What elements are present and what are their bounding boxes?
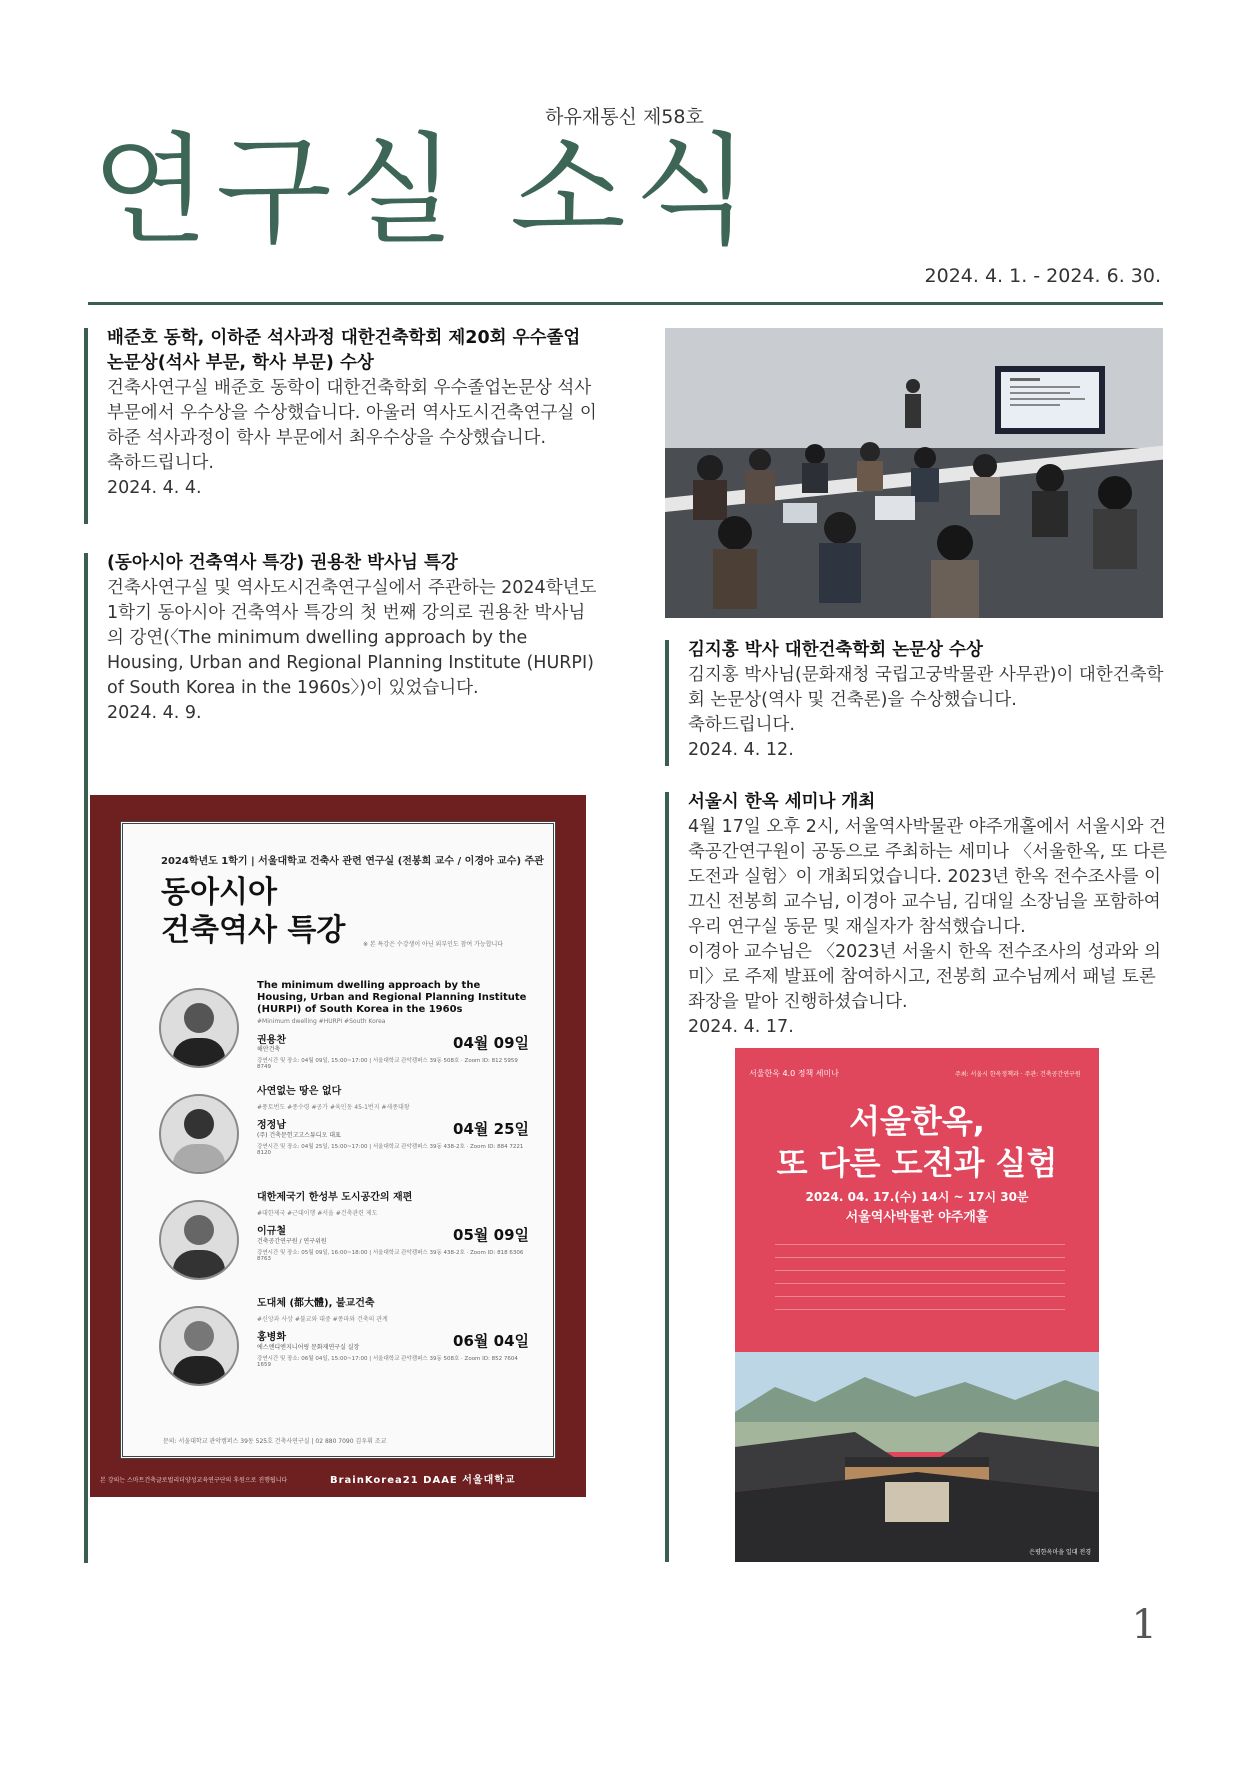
period-label: 2024. 4. 1. - 2024. 6. 30. (924, 265, 1161, 287)
speaker-name: 정정남 (257, 1120, 286, 1131)
poster-contact: 문의: 서울대학교 관악캠퍼스 39동 525호 건축사연구실 | 02 880 7090 김우휘 조교 (163, 1438, 387, 1445)
speaker-topic: The minimum dwelling approach by the Housing, Urban and Regional Planning Institute (HURPI) of South Korea in the 1960s (257, 980, 527, 1015)
article-bar (84, 553, 88, 1563)
poster-footer: 본 강의는 스마트건축글로벌리더양성교육연구단의 후원으로 진행됩니다 (100, 1477, 288, 1484)
article-body: 건축사연구실 배준호 동학이 대한건축학회 우수졸업논문상 석사 부문에서 우수상을 수상했습니다. 아울러 역사도시건축연구실 이하준 석사과정이 학사 부문에서 최우수상을 수상했습니다. (107, 378, 597, 448)
photo-caption: 은평한옥마을 일대 전경 (1029, 1549, 1091, 1556)
seminar-datetime: 2024. 04. 17.(수) 14시 ~ 17시 30분 (805, 1190, 1029, 1204)
article-title: 배준호 동학, 이하준 석사과정 대한건축학회 제20회 우수졸업논문상(석사 부문, 학사 부문) 수상 (107, 328, 581, 373)
lecture-photo (665, 328, 1163, 618)
header-divider (88, 302, 1163, 305)
article-body: 건축사연구실 및 역사도시건축연구실에서 주관하는 2024학년도 1학기 동아시아 건축역사 특강의 첫 번째 강의로 권용찬 박사님의 강연(〈The minimum dwelling approach by the Housing, Urban and Regional Planning Institute (HURPI) of South Korea in the 1960s〉)이 있었습니다. (107, 578, 597, 698)
speaker-date: 04월 09일 (453, 1034, 529, 1052)
speaker-info: 강연시간 및 장소: 04월 25일, 15:00~17:00 | 서울대학교 관악캠퍼스 39동 438-2호 · Zoom ID: 884 7221 8120 (257, 1144, 524, 1156)
lecture-poster (90, 795, 586, 1497)
article-date: 2024. 4. 9. (107, 703, 202, 723)
seminar-title-line: 서울한옥, (849, 1102, 985, 1140)
speaker-tags: #신앙과 사상 #불교와 대중 #종파와 건축의 관계 (257, 1316, 388, 1323)
speaker-name: 홍병화 (257, 1332, 286, 1343)
article-body: 김지홍 박사님(문화재청 국립고궁박물관 사무관)이 대한건축학회 논문상(역사 및 건축론)을 수상했습니다. (688, 665, 1164, 710)
poster-title (161, 874, 345, 950)
speaker-info: 강연시간 및 장소: 04월 09일, 15:00~17:00 | 서울대학교 관악캠퍼스 39동 508호 · Zoom ID: 812 5959 8749 (257, 1058, 518, 1070)
speaker-info: 강연시간 및 장소: 05월 09일, 16:00~18:00 | 서울대학교 관악캠퍼스 39동 438-2호 · Zoom ID: 818 6306 8763 (257, 1250, 524, 1262)
speaker-tags: #대한제국 #근대이행 #서울 #건축관련 제도 (257, 1210, 378, 1217)
article-date: 2024. 4. 4. (107, 478, 202, 498)
speaker-date: 04월 25일 (453, 1120, 529, 1138)
speaker-photo (159, 1306, 239, 1386)
article-bar (84, 328, 88, 524)
speaker-affiliation: 건축공간연구원 / 연구위원 (257, 1238, 327, 1245)
poster-title-line: 건축역사 특강 (161, 913, 346, 948)
article-title: (동아시아 건축역사 특강) 권용찬 박사님 특강 (107, 553, 458, 573)
seminar-title-line: 또 다른 도전과 실험 (776, 1144, 1058, 1182)
seminar-title (735, 1100, 1099, 1184)
article-bar (665, 640, 669, 766)
poster-note: ※ 본 특강은 수강생이 아닌 외부인도 참여 가능합니다 (363, 941, 504, 948)
article-extra: 축하드립니다. (688, 715, 795, 735)
speaker-name: 이규철 (257, 1226, 286, 1237)
hanok-photo (735, 1352, 1099, 1562)
article-extra: 이경아 교수님은 〈2023년 서울시 한옥 전수조사의 성과와 의미〉로 주제 발표에 참여하시고, 전봉희 교수님께서 패널 토론 좌장을 맡아 진행하셨습니다. (688, 942, 1161, 1012)
speaker-info: 강연시간 및 장소: 06월 04일, 15:00~17:00 | 서울대학교 관악캠퍼스 39동 508호 · Zoom ID: 852 7604 1659 (257, 1356, 518, 1368)
speaker-block (159, 1086, 529, 1176)
article-paper-award (688, 638, 1168, 763)
issue-label: 하유재통신 제58호 (545, 106, 704, 128)
article-body: 4월 17일 오후 2시, 서울역사박물관 야주개홀에서 서울시와 건축공간연구원이 공동으로 주최하는 세미나 〈서울한옥, 또 다른 도전과 실험〉이 개최되었습니다. 2023년 한옥 전수조사를 이끄신 전봉희 교수님, 이경아 교수님, 김대일 소장님을 포함하여 우리 연구실 동문 및 재실자가 참석했습니다. (688, 817, 1168, 937)
speaker-tags: #풍토번도 #종수령 #공가 #육인동 45-1번지 #세종대왕 (257, 1104, 410, 1111)
speaker-tags: #Minimum dwelling #HURPI #South Korea (257, 1018, 386, 1025)
speaker-photo (159, 988, 239, 1068)
speaker-date: 06월 04일 (453, 1332, 529, 1350)
poster-logos: BrainKorea21 DAAE 서울대학교 (330, 1475, 516, 1486)
speaker-affiliation: 해안건축 (257, 1046, 281, 1053)
poster-frame (120, 821, 556, 1459)
article-extra: 축하드립니다. (107, 453, 214, 473)
speaker-affiliation: 에스앤디엔지니어링 문화재연구실 실장 (257, 1344, 360, 1351)
page-number: 1 (1131, 1602, 1157, 1648)
article-title: 김지홍 박사 대한건축학회 논문상 수상 (688, 640, 983, 660)
seminar-organizers: 주최: 서울시 한옥정책과 · 주관: 건축공간연구원 (955, 1071, 1081, 1078)
article-bar (665, 792, 669, 1562)
speaker-photo (159, 1200, 239, 1280)
speaker-affiliation: (주) 건축문헌고고스튜디오 대표 (257, 1132, 341, 1139)
article-lecture (107, 551, 597, 726)
speaker-topic: 사연없는 땅은 없다 (257, 1086, 342, 1097)
speaker-block (159, 980, 529, 1070)
article-seminar (688, 790, 1168, 1040)
speaker-topic: 대한제국기 한성부 도시공간의 재편 (257, 1192, 413, 1203)
speaker-name: 권용찬 (257, 1035, 286, 1046)
seminar-tag: 서울한옥 4.0 정책 세미나 (749, 1069, 839, 1078)
poster-header: 2024학년도 1학기 | 서울대학교 건축사 관련 연구실 (전봉희 교수 / 이경아 교수) 주관 (161, 856, 544, 867)
speaker-date: 05월 09일 (453, 1226, 529, 1244)
speaker-topic: 도대체 (都大體), 불교건축 (257, 1298, 375, 1309)
speaker-block (159, 1192, 529, 1282)
article-award (107, 326, 597, 501)
poster-title-line: 동아시아 (161, 875, 277, 910)
seminar-place: 서울역사박물관 야주개홀 (845, 1210, 989, 1225)
speaker-block (159, 1298, 529, 1388)
page-title: 연구실 소식 (92, 122, 758, 261)
seminar-poster (735, 1048, 1099, 1562)
seminar-program (775, 1238, 1065, 1328)
article-date: 2024. 4. 17. (688, 1017, 794, 1037)
article-date: 2024. 4. 12. (688, 740, 794, 760)
article-title: 서울시 한옥 세미나 개최 (688, 792, 876, 812)
speaker-photo (159, 1094, 239, 1174)
